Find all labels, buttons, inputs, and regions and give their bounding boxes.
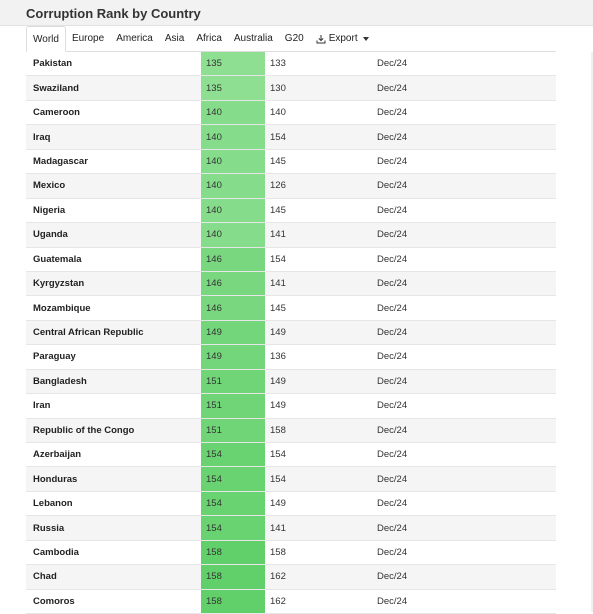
previous-rank-cell: 149 <box>270 498 286 510</box>
rank-cell: 140 <box>201 150 265 173</box>
previous-rank-cell: 130 <box>270 82 286 94</box>
table-row <box>26 223 556 247</box>
date-cell: Dec/24 <box>377 522 408 534</box>
previous-rank-cell: 140 <box>270 107 286 119</box>
country-cell: Kyrgyzstan <box>33 278 85 290</box>
table-row <box>26 419 556 443</box>
date-cell: Dec/24 <box>377 131 408 143</box>
country-cell: Guatemala <box>33 253 82 265</box>
region-tabs <box>26 26 556 52</box>
date-cell: Dec/24 <box>377 473 408 485</box>
table-row <box>26 199 556 223</box>
rank-cell: 154 <box>201 492 265 515</box>
table-row <box>26 443 556 467</box>
rank-cell: 146 <box>201 248 265 271</box>
previous-rank-cell: 149 <box>270 400 286 412</box>
table-row <box>26 516 556 540</box>
table-row <box>26 467 556 491</box>
table-row <box>26 345 556 369</box>
title-bar <box>0 0 593 26</box>
previous-rank-cell: 145 <box>270 204 286 216</box>
country-cell: Swaziland <box>33 82 79 94</box>
table-row <box>26 321 556 345</box>
country-cell: Chad <box>33 571 57 583</box>
country-cell: Lebanon <box>33 498 73 510</box>
country-cell: Azerbaijan <box>33 449 82 461</box>
rank-cell: 140 <box>201 223 265 246</box>
rank-cell: 140 <box>201 199 265 222</box>
date-cell: Dec/24 <box>377 546 408 558</box>
date-cell: Dec/24 <box>377 229 408 241</box>
tab-america[interactable]: America <box>116 33 153 44</box>
table-row <box>26 272 556 296</box>
previous-rank-cell: 154 <box>270 449 286 461</box>
date-cell: Dec/24 <box>377 180 408 192</box>
rank-cell: 151 <box>201 419 265 442</box>
country-cell: Bangladesh <box>33 375 87 387</box>
export-label: Export <box>328 33 358 44</box>
date-cell: Dec/24 <box>377 595 408 607</box>
rank-cell: 135 <box>201 52 265 75</box>
date-cell: Dec/24 <box>377 302 408 314</box>
previous-rank-cell: 162 <box>270 571 286 583</box>
date-cell: Dec/24 <box>377 375 408 387</box>
rank-cell: 140 <box>201 101 265 124</box>
previous-rank-cell: 141 <box>270 522 286 534</box>
rank-cell: 158 <box>201 541 265 564</box>
previous-rank-cell: 162 <box>270 595 286 607</box>
table-row <box>26 150 556 174</box>
table-row <box>26 248 556 272</box>
date-cell: Dec/24 <box>377 107 408 119</box>
previous-rank-cell: 154 <box>270 253 286 265</box>
rank-cell: 154 <box>201 443 265 466</box>
country-cell: Comoros <box>33 595 75 607</box>
rank-cell: 151 <box>201 394 265 417</box>
export-dropdown-button[interactable] <box>310 26 375 51</box>
previous-rank-cell: 136 <box>270 351 286 363</box>
date-cell: Dec/24 <box>377 449 408 461</box>
date-cell: Dec/24 <box>377 424 408 436</box>
date-cell: Dec/24 <box>377 278 408 290</box>
previous-rank-cell: 145 <box>270 155 286 167</box>
table-row <box>26 541 556 565</box>
rank-cell: 151 <box>201 370 265 393</box>
country-cell: Cambodia <box>33 546 79 558</box>
country-cell: Russia <box>33 522 65 534</box>
previous-rank-cell: 158 <box>270 424 286 436</box>
table-row <box>26 296 556 320</box>
country-cell: Mozambique <box>33 302 91 314</box>
table-row <box>26 174 556 198</box>
previous-rank-cell: 126 <box>270 180 286 192</box>
tab-europe[interactable]: Europe <box>71 33 105 44</box>
previous-rank-cell: 158 <box>270 546 286 558</box>
table-row <box>26 565 556 589</box>
caret-down-icon <box>363 37 369 41</box>
tab-africa[interactable]: Africa <box>196 33 222 44</box>
rank-cell: 158 <box>201 565 265 588</box>
rank-cell: 154 <box>201 516 265 539</box>
date-cell: Dec/24 <box>377 204 408 216</box>
rank-cell: 149 <box>201 321 265 344</box>
date-cell: Dec/24 <box>377 58 408 70</box>
country-cell: Honduras <box>33 473 78 485</box>
download-icon <box>316 34 326 44</box>
rank-table <box>26 52 556 614</box>
country-cell: Central African Republic <box>33 327 144 339</box>
table-row <box>26 370 556 394</box>
date-cell: Dec/24 <box>377 82 408 94</box>
previous-rank-cell: 154 <box>270 473 286 485</box>
country-cell: Iran <box>33 400 51 412</box>
previous-rank-cell: 141 <box>270 278 286 290</box>
table-row <box>26 394 556 418</box>
tab-g20[interactable]: G20 <box>284 33 304 44</box>
table-row <box>26 125 556 149</box>
date-cell: Dec/24 <box>377 327 408 339</box>
tab-australia[interactable]: Australia <box>233 33 273 44</box>
tab-world[interactable]: World <box>26 26 66 52</box>
country-cell: Nigeria <box>33 204 66 216</box>
country-cell: Republic of the Congo <box>33 424 135 436</box>
table-row <box>26 101 556 125</box>
previous-rank-cell: 154 <box>270 131 286 143</box>
date-cell: Dec/24 <box>377 400 408 412</box>
date-cell: Dec/24 <box>377 571 408 583</box>
rank-cell: 140 <box>201 125 265 148</box>
country-cell: Paraguay <box>33 351 76 363</box>
rank-cell: 135 <box>201 76 265 99</box>
previous-rank-cell: 149 <box>270 327 286 339</box>
date-cell: Dec/24 <box>377 498 408 510</box>
date-cell: Dec/24 <box>377 253 408 265</box>
previous-rank-cell: 141 <box>270 229 286 241</box>
table-row <box>26 590 556 614</box>
previous-rank-cell: 133 <box>270 58 286 70</box>
date-cell: Dec/24 <box>377 155 408 167</box>
previous-rank-cell: 149 <box>270 375 286 387</box>
rank-cell: 140 <box>201 174 265 197</box>
date-cell: Dec/24 <box>377 351 408 363</box>
previous-rank-cell: 145 <box>270 302 286 314</box>
page-title: Corruption Rank by Country <box>26 6 201 21</box>
country-cell: Pakistan <box>33 58 73 70</box>
tab-asia[interactable]: Asia <box>164 33 185 44</box>
country-cell: Mexico <box>33 180 66 192</box>
rank-cell: 146 <box>201 296 265 319</box>
rank-cell: 154 <box>201 467 265 490</box>
country-cell: Uganda <box>33 229 68 241</box>
country-cell: Iraq <box>33 131 51 143</box>
country-cell: Cameroon <box>33 107 80 119</box>
table-row <box>26 52 556 76</box>
table-row <box>26 492 556 516</box>
rank-cell: 146 <box>201 272 265 295</box>
table-row <box>26 76 556 100</box>
rank-cell: 149 <box>201 345 265 368</box>
country-cell: Madagascar <box>33 155 88 167</box>
rank-cell: 158 <box>201 590 265 613</box>
